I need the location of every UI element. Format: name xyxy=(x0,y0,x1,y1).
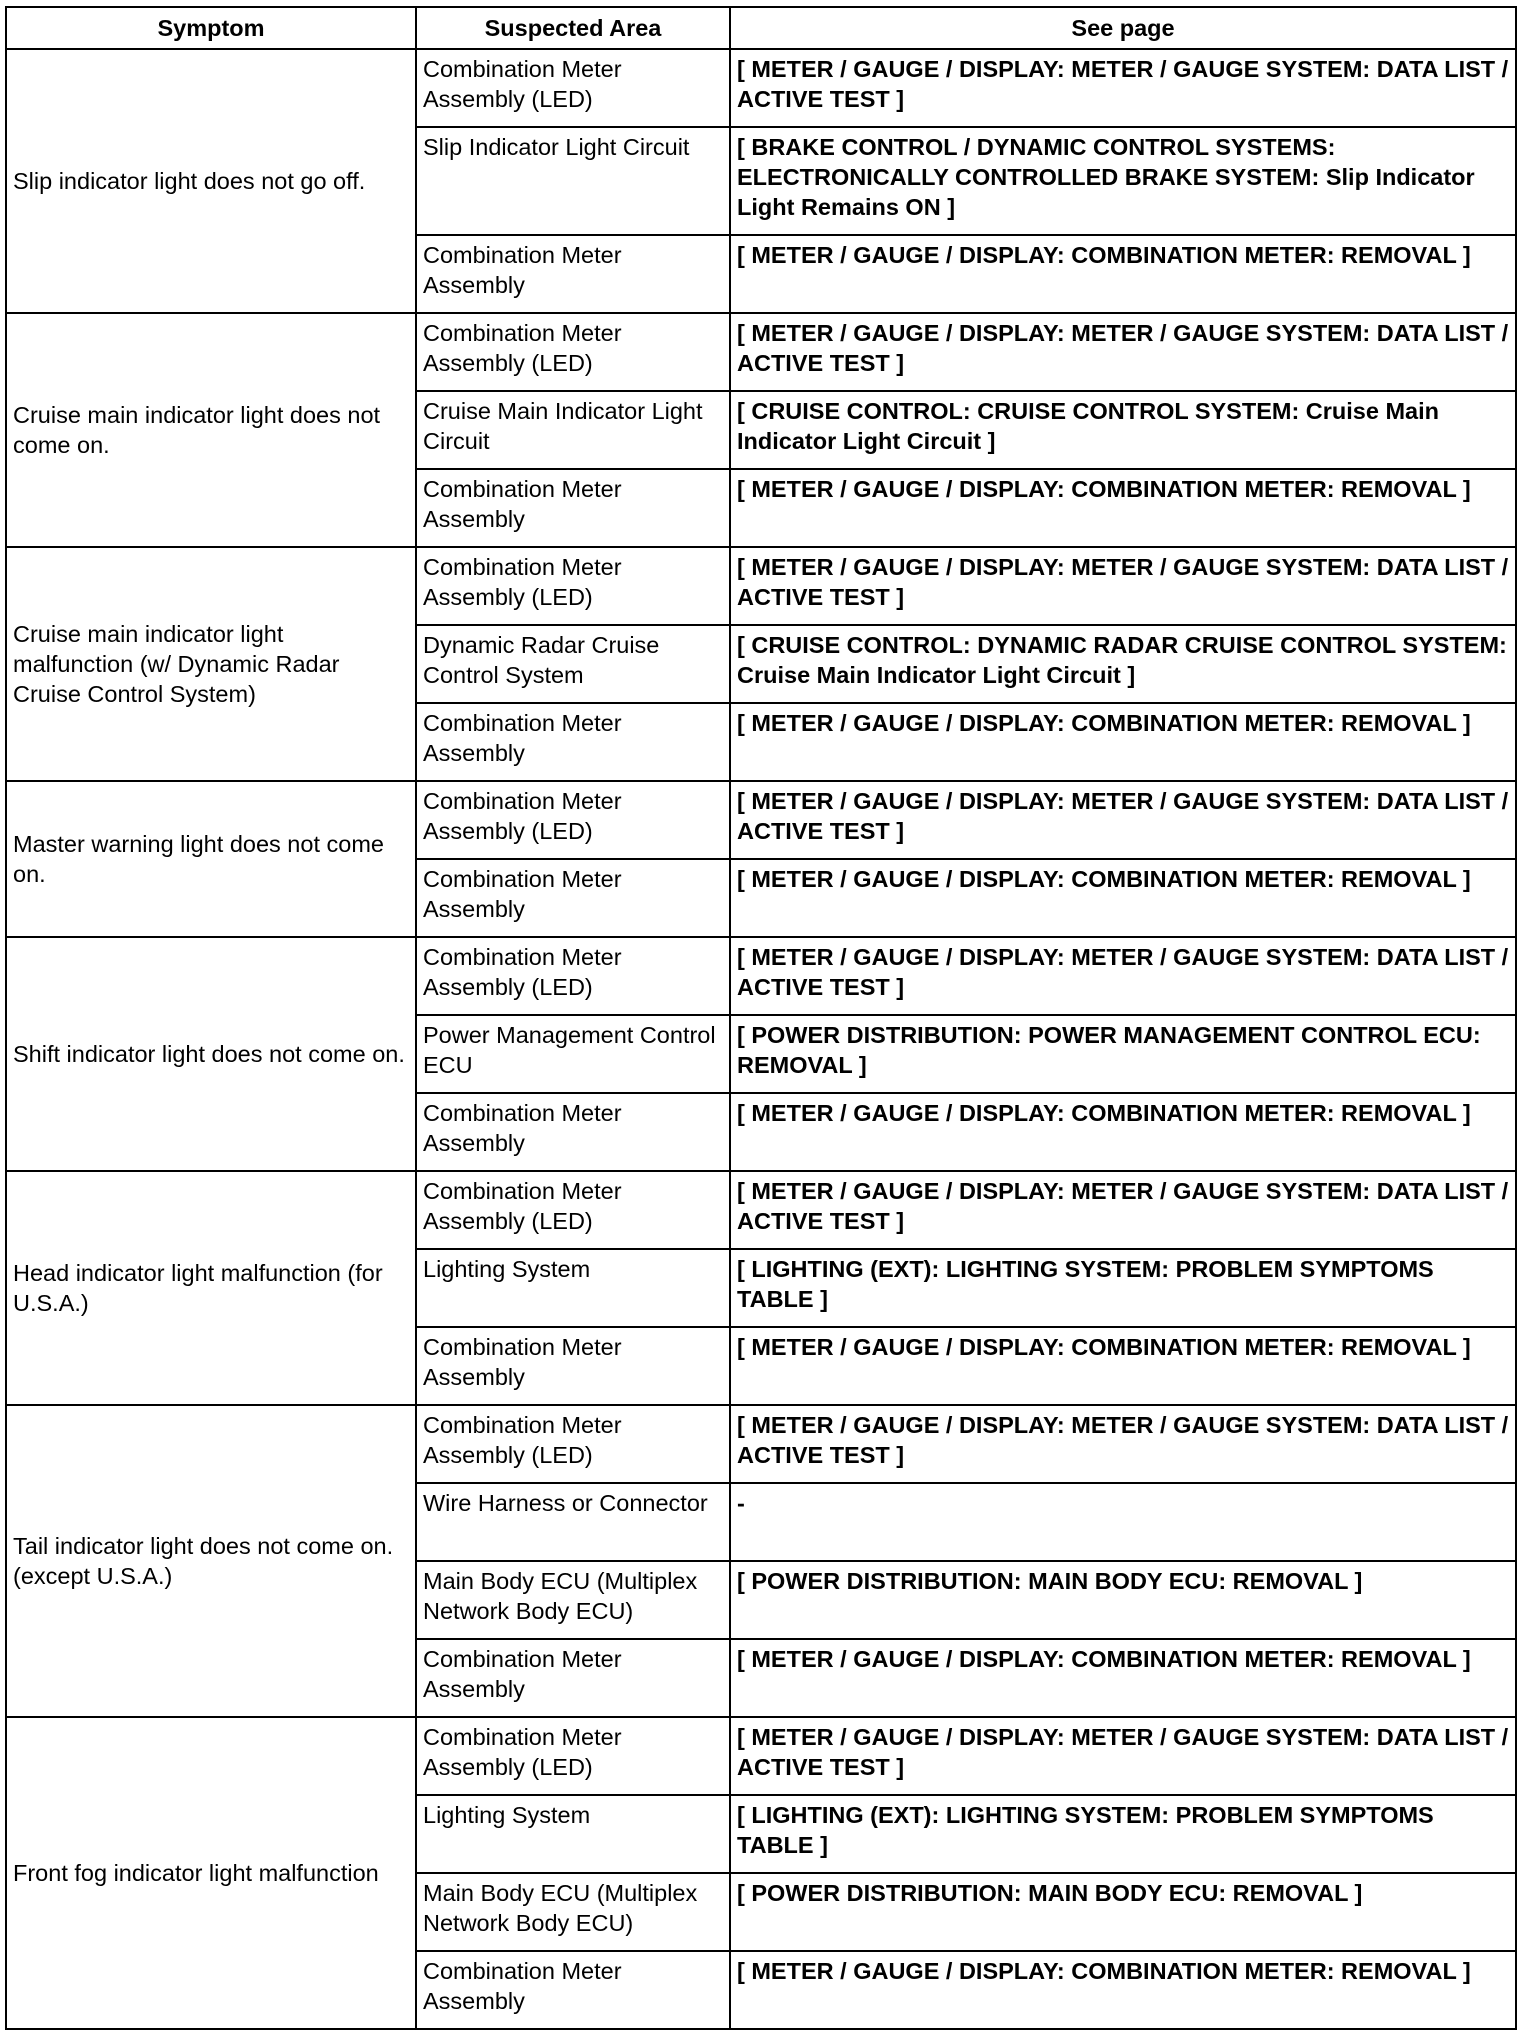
suspected-area-cell: Combination Meter Assembly xyxy=(416,1951,730,2029)
suspected-area-cell: Combination Meter Assembly xyxy=(416,469,730,547)
symptom-cell: Cruise main indicator light does not come on. xyxy=(6,313,416,547)
see-page-cell: [ METER / GAUGE / DISPLAY: COMBINATION METER: REMOVAL ] xyxy=(730,1951,1516,2029)
symptom-cell: Front fog indicator light malfunction xyxy=(6,1717,416,2029)
header-suspected-area: Suspected Area xyxy=(416,7,730,49)
see-page-cell: [ BRAKE CONTROL / DYNAMIC CONTROL SYSTEMS: ELECTRONICALLY CONTROLLED BRAKE SYSTEM: Slip Indicator Light Remains ON ] xyxy=(730,127,1516,235)
see-page-cell: [ METER / GAUGE / DISPLAY: COMBINATION METER: REMOVAL ] xyxy=(730,703,1516,781)
see-page-cell: [ METER / GAUGE / DISPLAY: COMBINATION METER: REMOVAL ] xyxy=(730,1639,1516,1717)
table-row xyxy=(6,1171,1516,1249)
see-page-cell: [ METER / GAUGE / DISPLAY: COMBINATION METER: REMOVAL ] xyxy=(730,469,1516,547)
table-row xyxy=(6,781,1516,859)
suspected-area-cell: Combination Meter Assembly xyxy=(416,1327,730,1405)
symptom-cell: Master warning light does not come on. xyxy=(6,781,416,937)
problem-symptoms-table xyxy=(5,6,1517,2030)
symptom-cell: Tail indicator light does not come on. (except U.S.A.) xyxy=(6,1405,416,1717)
table-row xyxy=(6,1717,1516,1795)
suspected-area-cell: Combination Meter Assembly xyxy=(416,1093,730,1171)
table-row xyxy=(6,1405,1516,1483)
see-page-cell: [ METER / GAUGE / DISPLAY: METER / GAUGE SYSTEM: DATA LIST / ACTIVE TEST ] xyxy=(730,49,1516,127)
see-page-cell: [ CRUISE CONTROL: DYNAMIC RADAR CRUISE CONTROL SYSTEM: Cruise Main Indicator Light Circuit ] xyxy=(730,625,1516,703)
see-page-cell: - xyxy=(730,1483,1516,1561)
see-page-cell: [ METER / GAUGE / DISPLAY: COMBINATION METER: REMOVAL ] xyxy=(730,235,1516,313)
suspected-area-cell: Main Body ECU (Multiplex Network Body ECU) xyxy=(416,1561,730,1639)
suspected-area-cell: Combination Meter Assembly (LED) xyxy=(416,1405,730,1483)
suspected-area-cell: Dynamic Radar Cruise Control System xyxy=(416,625,730,703)
suspected-area-cell: Combination Meter Assembly (LED) xyxy=(416,313,730,391)
suspected-area-cell: Combination Meter Assembly (LED) xyxy=(416,1171,730,1249)
suspected-area-cell: Lighting System xyxy=(416,1249,730,1327)
header-symptom: Symptom xyxy=(6,7,416,49)
suspected-area-cell: Combination Meter Assembly (LED) xyxy=(416,49,730,127)
table-row xyxy=(6,547,1516,625)
see-page-cell: [ CRUISE CONTROL: CRUISE CONTROL SYSTEM: Cruise Main Indicator Light Circuit ] xyxy=(730,391,1516,469)
see-page-cell: [ POWER DISTRIBUTION: MAIN BODY ECU: REMOVAL ] xyxy=(730,1873,1516,1951)
table-row xyxy=(6,313,1516,391)
see-page-cell: [ METER / GAUGE / DISPLAY: COMBINATION METER: REMOVAL ] xyxy=(730,1093,1516,1171)
table-row xyxy=(6,937,1516,1015)
suspected-area-cell: Combination Meter Assembly xyxy=(416,703,730,781)
suspected-area-cell: Wire Harness or Connector xyxy=(416,1483,730,1561)
table-row xyxy=(6,49,1516,127)
see-page-cell: [ METER / GAUGE / DISPLAY: METER / GAUGE SYSTEM: DATA LIST / ACTIVE TEST ] xyxy=(730,937,1516,1015)
see-page-cell: [ METER / GAUGE / DISPLAY: COMBINATION METER: REMOVAL ] xyxy=(730,859,1516,937)
see-page-cell: [ METER / GAUGE / DISPLAY: METER / GAUGE SYSTEM: DATA LIST / ACTIVE TEST ] xyxy=(730,547,1516,625)
suspected-area-cell: Main Body ECU (Multiplex Network Body ECU) xyxy=(416,1873,730,1951)
see-page-cell: [ METER / GAUGE / DISPLAY: METER / GAUGE SYSTEM: DATA LIST / ACTIVE TEST ] xyxy=(730,1171,1516,1249)
suspected-area-cell: Combination Meter Assembly xyxy=(416,1639,730,1717)
see-page-cell: [ POWER DISTRIBUTION: MAIN BODY ECU: REMOVAL ] xyxy=(730,1561,1516,1639)
see-page-cell: [ METER / GAUGE / DISPLAY: METER / GAUGE SYSTEM: DATA LIST / ACTIVE TEST ] xyxy=(730,781,1516,859)
suspected-area-cell: Cruise Main Indicator Light Circuit xyxy=(416,391,730,469)
see-page-cell: [ METER / GAUGE / DISPLAY: COMBINATION METER: REMOVAL ] xyxy=(730,1327,1516,1405)
symptom-cell: Shift indicator light does not come on. xyxy=(6,937,416,1171)
see-page-cell: [ METER / GAUGE / DISPLAY: METER / GAUGE SYSTEM: DATA LIST / ACTIVE TEST ] xyxy=(730,1717,1516,1795)
suspected-area-cell: Combination Meter Assembly (LED) xyxy=(416,547,730,625)
suspected-area-cell: Combination Meter Assembly (LED) xyxy=(416,937,730,1015)
suspected-area-cell: Lighting System xyxy=(416,1795,730,1873)
suspected-area-cell: Combination Meter Assembly (LED) xyxy=(416,1717,730,1795)
header-see-page: See page xyxy=(730,7,1516,49)
suspected-area-cell: Combination Meter Assembly xyxy=(416,235,730,313)
suspected-area-cell: Power Management Control ECU xyxy=(416,1015,730,1093)
see-page-cell: [ POWER DISTRIBUTION: POWER MANAGEMENT CONTROL ECU: REMOVAL ] xyxy=(730,1015,1516,1093)
symptom-cell: Head indicator light malfunction (for U.S.A.) xyxy=(6,1171,416,1405)
see-page-cell: [ METER / GAUGE / DISPLAY: METER / GAUGE SYSTEM: DATA LIST / ACTIVE TEST ] xyxy=(730,313,1516,391)
table-header-row xyxy=(6,7,1516,49)
suspected-area-cell: Slip Indicator Light Circuit xyxy=(416,127,730,235)
see-page-cell: [ LIGHTING (EXT): LIGHTING SYSTEM: PROBLEM SYMPTOMS TABLE ] xyxy=(730,1795,1516,1873)
see-page-cell: [ METER / GAUGE / DISPLAY: METER / GAUGE SYSTEM: DATA LIST / ACTIVE TEST ] xyxy=(730,1405,1516,1483)
symptom-cell: Slip indicator light does not go off. xyxy=(6,49,416,313)
symptom-cell: Cruise main indicator light malfunction (w/ Dynamic Radar Cruise Control System) xyxy=(6,547,416,781)
suspected-area-cell: Combination Meter Assembly (LED) xyxy=(416,781,730,859)
suspected-area-cell: Combination Meter Assembly xyxy=(416,859,730,937)
see-page-cell: [ LIGHTING (EXT): LIGHTING SYSTEM: PROBLEM SYMPTOMS TABLE ] xyxy=(730,1249,1516,1327)
